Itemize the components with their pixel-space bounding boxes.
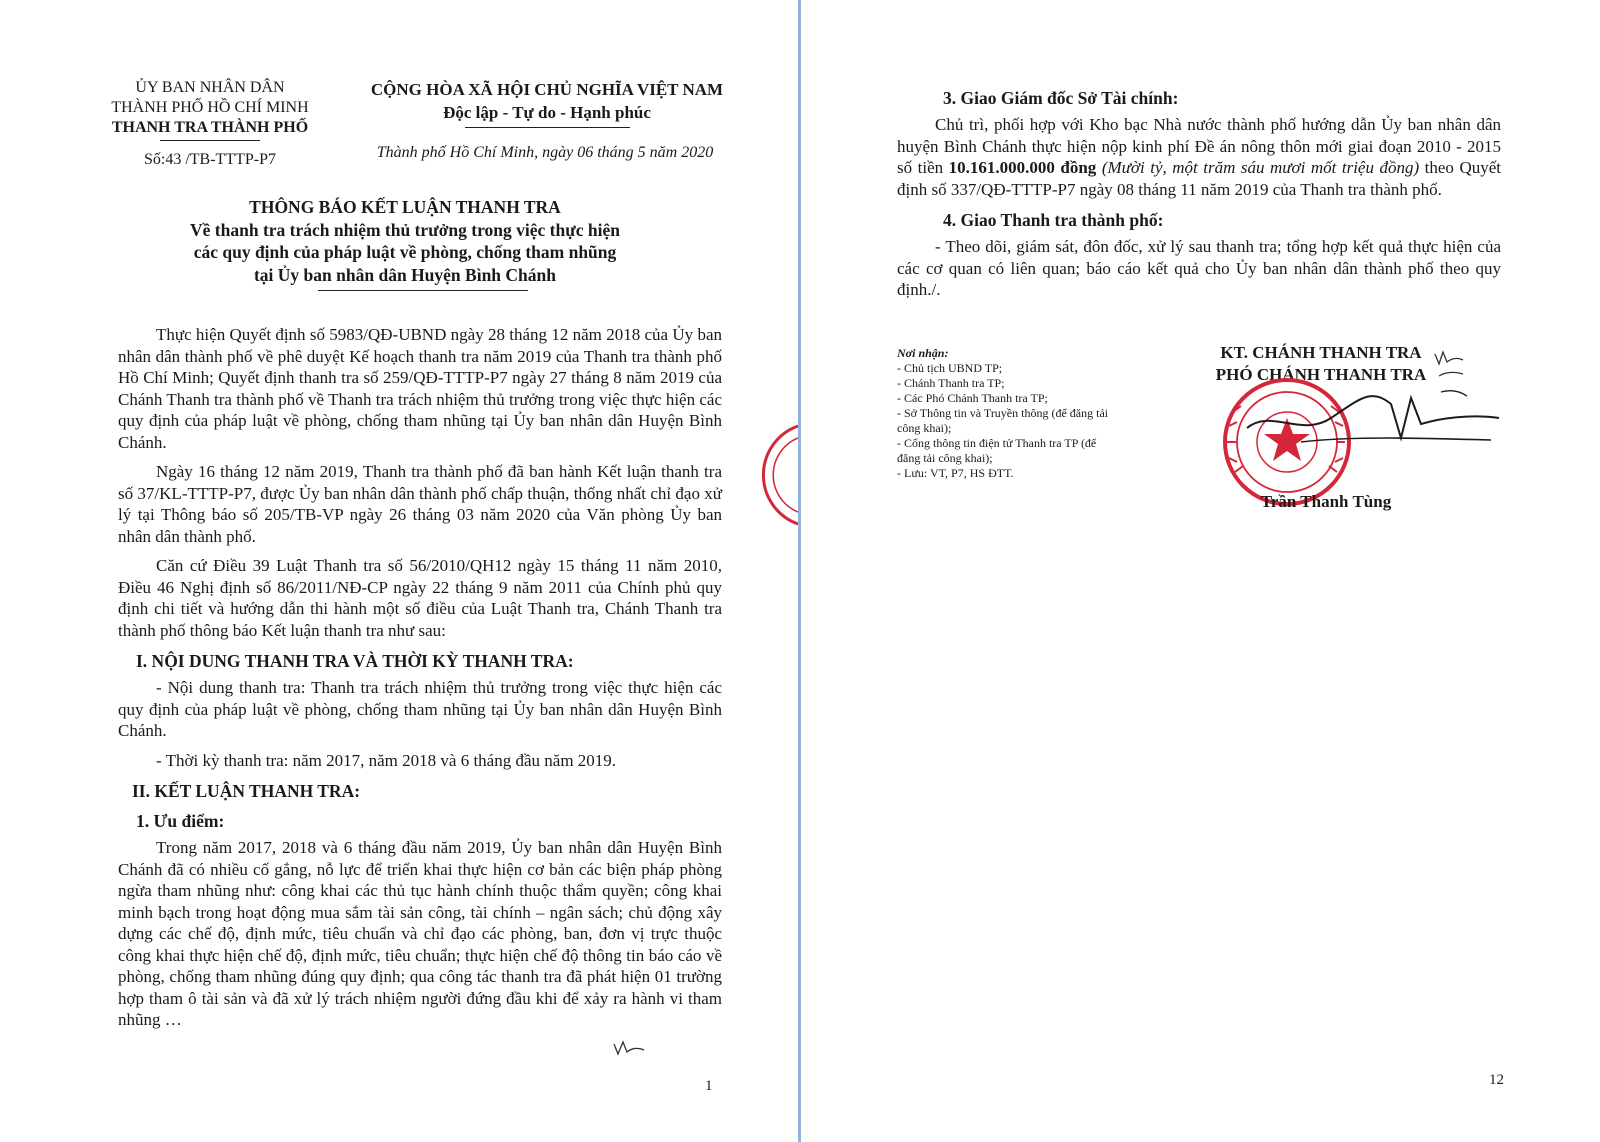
- title-underline: [318, 290, 528, 291]
- partial-stamp-mark: [760, 420, 798, 530]
- section-1-item: - Nội dung thanh tra: Thanh tra trách nhiệm thủ trưởng trong việc thực hiện các quy định của pháp luật về phòng, chống tham nhũng tại Ủy ban nhân dân Huyện Bình Chánh.: [118, 678, 722, 740]
- recipient-item: - Chủ tịch UBND TP;: [897, 361, 1003, 375]
- amount-figure: 10.161.000.000 đồng: [948, 158, 1097, 177]
- page-number-right: 12: [1489, 1072, 1504, 1088]
- item-4-heading: 4. Giao Thanh tra thành phố:: [943, 210, 1164, 230]
- recipient-item: - Chánh Thanh tra TP;: [897, 376, 1005, 390]
- motto-line-1: CỘNG HÒA XÃ HỘI CHỦ NGHĨA VIỆT NAM: [370, 80, 724, 99]
- section-1-heading: I. NỘI DUNG THANH TRA VÀ THỜI KỲ THANH TRA:: [136, 651, 574, 671]
- doc-subtitle-1: Về thanh tra trách nhiệm thủ trưởng trong việc thực hiện: [190, 219, 620, 240]
- signature-initials-mark: [1433, 346, 1467, 382]
- item-4-text: - Theo dõi, giám sát, đôn đốc, xử lý sau thanh tra; tổng hợp kết quả thực hiện của các cơ quan có liên quan; báo cáo kết quả cho Ủy ban nhân dân thành phố theo quy định./.: [897, 237, 1501, 299]
- doc-subtitle-2: các quy định của pháp luật về phòng, chống tham nhũng: [193, 242, 617, 262]
- recipient-item: - Lưu: VT, P7, HS ĐTT.: [897, 466, 1014, 480]
- subsection-1-heading: 1. Ưu điểm:: [136, 811, 225, 831]
- page-number-left: 1: [705, 1078, 713, 1094]
- recipients-label: Nơi nhận:: [897, 346, 949, 360]
- agency-line-1: ỦY BAN NHÂN DÂN: [135, 79, 285, 96]
- item-3-heading: 3. Giao Giám đốc Sở Tài chính:: [943, 88, 1179, 108]
- body-paragraph: Căn cứ Điều 39 Luật Thanh tra số 56/2010/QH12 ngày 15 tháng 11 năm 2010, Điều 46 Nghị định số 86/2011/NĐ-CP ngày 22 tháng 9 năm 2011 của Chính phủ quy định chi tiết và hướng dẫn thi hành một số điều của Luật Thanh tra, Chánh Thanh tra thành phố thông báo Kết luận thanh tra như sau:: [118, 556, 722, 640]
- signer-name: Trần Thanh Tùng: [1260, 492, 1392, 511]
- item-3-text: [897, 114, 1501, 200]
- recipient-item: - Các Phó Chánh Thanh tra TP;: [897, 391, 1048, 405]
- doc-subtitle-3: tại Ủy ban nhân dân Huyện Bình Chánh: [253, 264, 556, 285]
- item-3-text-end: theo Quyết định số 337/QĐ-TTTP-P7 ngày 08 tháng 11 năm 2019 của Thanh tra thành phố.: [897, 158, 1501, 199]
- recipients-block: [897, 346, 1119, 481]
- motto-underline: [465, 127, 630, 128]
- right-page: [801, 0, 1600, 1142]
- agency-underline: [160, 140, 260, 141]
- main-body: [118, 324, 722, 1039]
- national-motto: [352, 78, 742, 124]
- signature-title-2: PHÓ CHÁNH THANH TRA: [1215, 365, 1427, 384]
- motto-line-2: Độc lập - Tự do - Hạnh phúc: [443, 103, 651, 122]
- issuing-agency: [60, 78, 360, 138]
- body-paragraph: Thực hiện Quyết định số 5983/QĐ-UBND ngày 28 tháng 12 năm 2018 của Ủy ban nhân dân thành phố về phê duyệt Kế hoạch thanh tra năm 2019 của Thanh tra thành phố Hồ Chí Minh; Quyết định thanh tra số 259/QĐ-TTTP-P7 ngày 27 tháng 8 năm 2019 của Chánh Thanh tra thành phố về Thanh tra trách nhiệm thủ trưởng trong việc thực hiện các quy định của pháp luật về phòng, chống tham nhũng tại Ủy ban nhân dân Huyện Bình Chánh.: [118, 325, 722, 452]
- item-3-text-start: Chủ trì, phối hợp với Kho bạc Nhà nước thành phố hướng dẫn Ủy ban nhân dân huyện Bình Chánh thực hiện nộp kinh phí Đề án nông thôn mới giai đoạn 2010 - 2015 số tiền: [897, 115, 1501, 177]
- recipient-item: - Cổng thông tin điện tử Thanh tra TP (để đăng tải công khai);: [897, 436, 1097, 465]
- section-2-heading: II. KẾT LUẬN THANH TRA:: [132, 781, 361, 801]
- place-date: Thành phố Hồ Chí Minh, ngày 06 tháng 5 năm 2020: [376, 144, 714, 161]
- left-page: [0, 0, 798, 1142]
- doc-title-block: [110, 196, 700, 286]
- right-body: [897, 80, 1501, 309]
- agency-line-2: THÀNH PHỐ HỒ CHÍ MINH: [111, 99, 309, 116]
- doc-number: Số:43 /TB-TTTP-P7: [143, 151, 276, 168]
- subsection-1-text: Trong năm 2017, 2018 và 6 tháng đầu năm 2019, Ủy ban nhân dân Huyện Bình Chánh đã có nhiều cố gắng, nỗ lực để triển khai thực hiện cơ bản các biện pháp phòng ngừa tham nhũng như: công khai các thủ tục hành chính thuộc thẩm quyền; công khai minh bạch trong hoạt động mua sắm tài sản công, tài chính – ngân sách; chủ động xây dựng các chế độ, định mức, tiêu chuẩn và chỉ đạo các phòng, ban, đơn vị trực thuộc công khai thực hiện chế độ, định mức, tiêu chuẩn; thực hiện chế độ thông tin báo cáo về phòng, chống tham nhũng đúng quy định; qua công tác thanh tra đã phát hiện 01 trường hợp tham ô tài sản và đã xử lý trách nhiệm người đứng đầu khi để xảy ra hành vi tham nhũng …: [118, 838, 722, 1029]
- amount-in-words: (Mười tỷ, một trăm sáu mươi mốt triệu đồng): [1096, 158, 1420, 177]
- section-1-item: - Thời kỳ thanh tra: năm 2017, năm 2018 và 6 tháng đầu năm 2019.: [156, 750, 617, 770]
- recipient-item: - Sở Thông tin và Truyền thông (để đăng tải công khai);: [897, 406, 1109, 435]
- agency-line-3: THANH TRA THÀNH PHỐ: [111, 119, 309, 136]
- initials-mark: [612, 1038, 646, 1058]
- handwritten-signature: [1241, 378, 1503, 468]
- signature-title-1: KT. CHÁNH THANH TRA: [1220, 343, 1422, 362]
- doc-title: THÔNG BÁO KẾT LUẬN THANH TRA: [249, 197, 561, 217]
- body-paragraph: Ngày 16 tháng 12 năm 2019, Thanh tra thành phố đã ban hành Kết luận thanh tra số 37/KL-TTTP-P7, được Ủy ban nhân dân thành phố chấp thuận, thống nhất chỉ đạo xử lý tại Thông báo số 205/TB-VP ngày 26 tháng 03 năm 2020 của Văn phòng Ủy ban nhân dân thành phố.: [118, 462, 722, 546]
